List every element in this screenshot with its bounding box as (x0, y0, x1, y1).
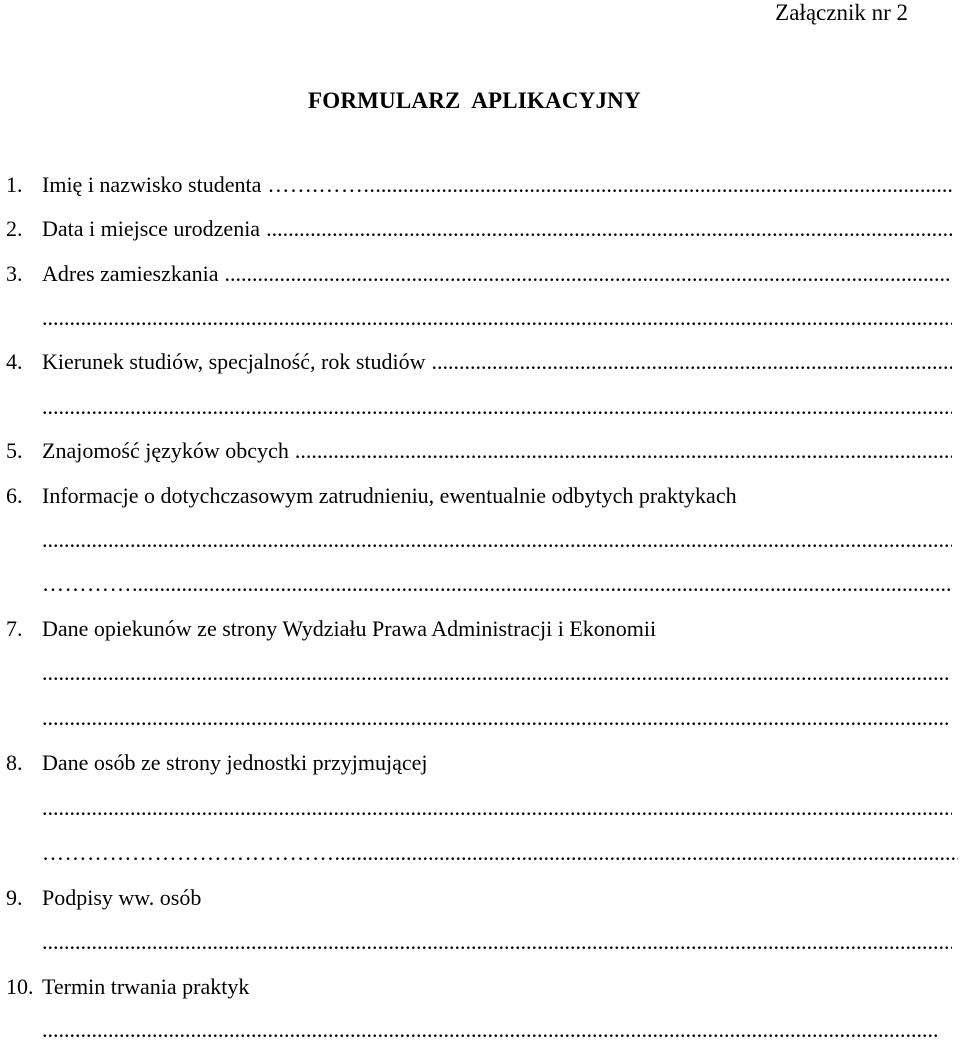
dotted-line (42, 305, 952, 331)
form-title: FORMULARZ APLIKACYJNY (308, 88, 641, 113)
item-number: 1. (6, 172, 23, 197)
field-signatures-line[interactable] (42, 929, 952, 955)
field-study-program-continuation[interactable] (42, 394, 952, 420)
field-address-continuation[interactable] (42, 305, 952, 331)
field-study-program[interactable] (6, 349, 952, 375)
dotted-lead: ………… (42, 571, 132, 596)
dotted-line (225, 261, 952, 287)
item-label: Imię i nazwisko studenta (42, 172, 262, 197)
item-number: 7. (6, 616, 23, 641)
field-host-persons-label (6, 750, 952, 776)
field-internship-period-line[interactable] (42, 1017, 940, 1043)
item-label: Termin trwania praktyk (42, 974, 250, 999)
dotted-line (42, 929, 952, 955)
item-label: Informacje o dotychczasowym zatrudnieniu, ewentualnie odbytych praktykach (42, 483, 737, 508)
item-label: Adres zamieszkania (42, 261, 219, 286)
dotted-line (432, 349, 952, 375)
field-employment-info-line-1[interactable] (42, 527, 952, 553)
dotted-line (42, 660, 948, 686)
item-label: Data i miejsce urodzenia (42, 216, 261, 241)
item-label: Podpisy ww. osób (42, 885, 202, 910)
dotted-line (375, 172, 952, 198)
dotted-lead: ………………………………… (42, 840, 335, 865)
field-faculty-supervisors-line-1[interactable] (42, 660, 948, 686)
item-label: Dane opiekunów ze strony Wydziału Prawa Administracji i Ekonomii (42, 616, 657, 641)
dotted-line (335, 840, 959, 866)
field-address[interactable] (6, 261, 952, 287)
field-signatures-label (6, 885, 952, 911)
field-faculty-supervisors-label (6, 616, 952, 642)
annex-label: Załącznik nr 2 (775, 0, 908, 25)
item-label: Dane osób ze strony jednostki przyjmującej (42, 750, 428, 775)
dotted-line (42, 1017, 940, 1043)
item-number: 4. (6, 349, 23, 374)
field-employment-info-label (6, 483, 952, 509)
dotted-line (266, 216, 952, 242)
field-student-name[interactable] (6, 172, 952, 198)
field-internship-period-label (6, 974, 952, 1000)
item-label: Kierunek studiów, specjalność, rok studiów (42, 349, 426, 374)
item-number: 3. (6, 261, 23, 286)
item-number: 8. (6, 750, 23, 775)
dotted-line (42, 705, 948, 731)
field-host-persons-line-2[interactable] (42, 840, 958, 866)
field-birth-date-place[interactable] (6, 216, 952, 242)
dotted-lead: …….…….. (267, 172, 376, 197)
item-number: 10. (6, 974, 34, 999)
dotted-line (295, 438, 952, 464)
dotted-line (132, 571, 952, 597)
field-languages[interactable] (6, 438, 952, 464)
dotted-line (42, 795, 952, 821)
field-employment-info-line-2[interactable] (42, 571, 952, 597)
dotted-line (42, 527, 952, 553)
item-label: Znajomość języków obcych (42, 438, 289, 463)
dotted-line (42, 394, 952, 420)
field-faculty-supervisors-line-2[interactable] (42, 705, 948, 731)
item-number: 5. (6, 438, 23, 463)
item-number: 2. (6, 216, 23, 241)
field-host-persons-line-1[interactable] (42, 795, 952, 821)
item-number: 9. (6, 885, 23, 910)
item-number: 6. (6, 483, 23, 508)
